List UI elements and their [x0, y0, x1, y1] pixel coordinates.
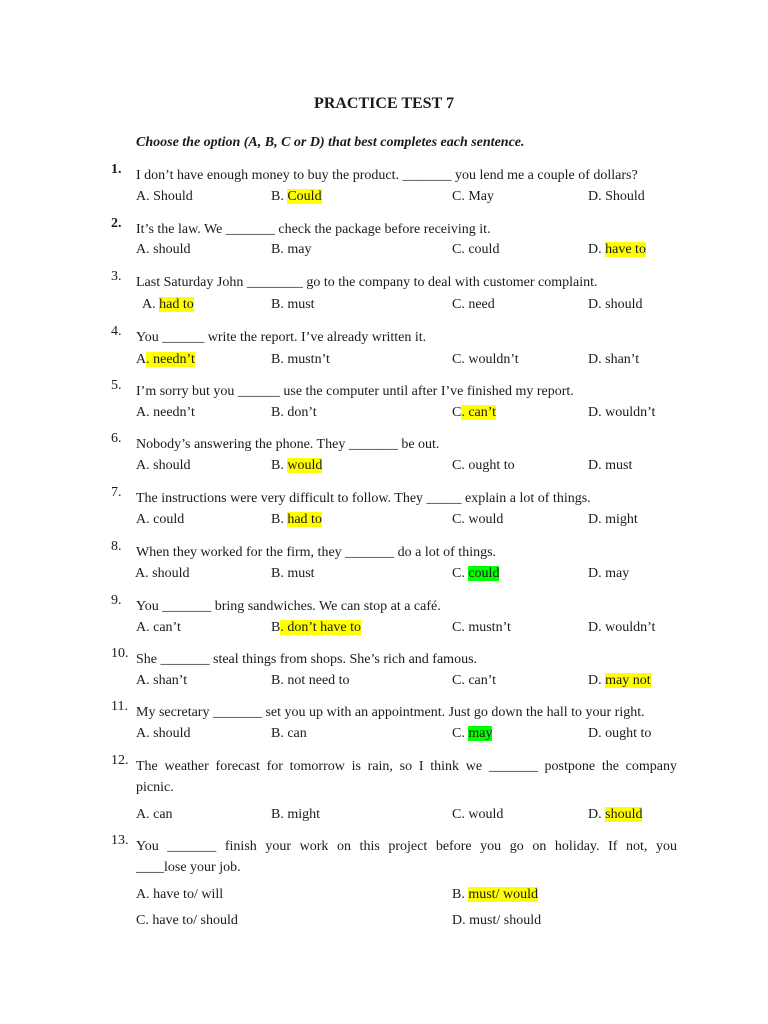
option-d[interactable]: D. wouldn’t [588, 620, 656, 635]
options-row [0, 887, 768, 907]
question-text: I’m sorry but you ______ use the computer until after I’ve finished my report. [136, 384, 574, 399]
option-a[interactable]: A. Should [136, 189, 193, 204]
answer-highlight: must/ would [468, 887, 538, 902]
answer-highlight: may [468, 726, 493, 741]
option-d[interactable]: D. must [588, 458, 633, 473]
answer-highlight: had to [159, 297, 194, 312]
option-a[interactable]: A. can’t [136, 620, 181, 635]
answer-highlight: . needn’t [146, 352, 195, 367]
answer-highlight: may not [605, 673, 651, 688]
option-b[interactable]: B. may [271, 242, 312, 257]
page-title: PRACTICE TEST 7 [314, 95, 454, 112]
question-number: 10. [111, 646, 129, 661]
option-c[interactable]: C. May [452, 189, 495, 204]
option-a[interactable]: A. shan’t [136, 673, 188, 688]
option-c[interactable]: C. would [452, 807, 504, 822]
question-number: 7. [111, 485, 122, 500]
option-b[interactable]: B. Could [271, 189, 322, 204]
option-d[interactable]: D. ought to [588, 726, 652, 741]
question-text: Nobody’s answering the phone. They _______ be out. [136, 437, 440, 452]
options-row [0, 242, 768, 262]
option-a[interactable]: A. had to [142, 297, 194, 312]
option-d[interactable]: D. have to [588, 242, 646, 257]
option-d[interactable]: D. might [588, 512, 638, 527]
option-c[interactable]: C. mustn’t [452, 620, 511, 635]
option-b[interactable]: B. not need to [271, 673, 350, 688]
option-c[interactable]: C. would [452, 512, 504, 527]
option-d[interactable]: D. shan’t [588, 352, 640, 367]
question-text: When they worked for the firm, they _______ do a lot of things. [136, 545, 497, 560]
question-number: 13. [111, 833, 129, 848]
option-b[interactable]: B. had to [271, 512, 322, 527]
option-b[interactable]: B. must [271, 566, 315, 581]
option-d[interactable]: D. may [588, 566, 630, 581]
option-d[interactable]: D. must/ should [452, 913, 542, 928]
question-number: 11. [111, 699, 128, 714]
question-number: 12. [111, 753, 129, 768]
option-a[interactable]: A. needn’t [136, 405, 195, 420]
option-d[interactable]: D. may not [588, 673, 651, 688]
question-text: My secretary _______ set you up with an appointment. Just go down the hall to your right. [136, 705, 645, 720]
question-text: You ______ write the report. I’ve already written it. [136, 330, 427, 345]
question-text-continued: picnic. [136, 780, 174, 795]
option-b[interactable]: B. don’t [271, 405, 317, 420]
answer-highlight: . can’t [461, 405, 497, 420]
options-row [0, 405, 768, 425]
question-text: You _______ finish your work on this project before you go on holiday. If not, you [136, 839, 677, 854]
question-text-continued: ____lose your job. [136, 860, 241, 875]
option-b[interactable]: B. don’t have to [271, 620, 361, 635]
answer-highlight: Could [287, 189, 322, 204]
answer-highlight: have to [605, 242, 646, 257]
option-a[interactable]: A. needn’t [136, 352, 195, 367]
option-b[interactable]: B. must [271, 297, 315, 312]
option-c[interactable]: C. may [452, 726, 493, 741]
answer-highlight: . don’t have to [280, 620, 361, 635]
answer-highlight: would [287, 458, 323, 473]
options-row [0, 189, 768, 209]
option-a[interactable]: A. should [136, 242, 191, 257]
question-text: She _______ steal things from shops. She’s rich and famous. [136, 652, 478, 667]
question-number: 3. [111, 269, 122, 284]
option-c[interactable]: C. ought to [452, 458, 515, 473]
instruction: Choose the option (A, B, C or D) that best completes each sentence. [136, 135, 525, 150]
question-number: 5. [111, 378, 122, 393]
option-b[interactable]: B. can [271, 726, 307, 741]
question-number: 4. [111, 324, 122, 339]
answer-highlight: should [605, 807, 643, 822]
option-d[interactable]: D. should [588, 807, 643, 822]
question-text: The instructions were very difficult to follow. They _____ explain a lot of things. [136, 491, 591, 506]
option-a[interactable]: A. can [136, 807, 173, 822]
options-row [0, 297, 768, 317]
option-d[interactable]: D. wouldn’t [588, 405, 656, 420]
question-number: 2. [111, 216, 122, 231]
option-a[interactable]: A. should [136, 458, 191, 473]
option-c[interactable]: C. could [452, 242, 500, 257]
options-row [0, 673, 768, 693]
option-b[interactable]: B. must/ would [452, 887, 538, 902]
answer-highlight: could [468, 566, 500, 581]
option-a[interactable]: A. should [135, 566, 190, 581]
option-c[interactable]: C. wouldn’t [452, 352, 519, 367]
option-d[interactable]: D. should [588, 297, 643, 312]
question-number: 1. [111, 162, 122, 177]
answer-highlight: had to [287, 512, 322, 527]
options-row [0, 726, 768, 746]
question-text: The weather forecast for tomorrow is rain, so I think we _______ postpone the company [136, 759, 677, 774]
options-row [0, 807, 768, 827]
option-c[interactable]: C. have to/ should [136, 913, 238, 928]
options-row [0, 913, 768, 933]
option-a[interactable]: A. should [136, 726, 191, 741]
options-row [0, 566, 768, 586]
options-row [0, 458, 768, 478]
option-b[interactable]: B. mustn’t [271, 352, 330, 367]
option-c[interactable]: C. can’t [452, 673, 497, 688]
question-number: 9. [111, 593, 122, 608]
question-text: Last Saturday John ________ go to the company to deal with customer complaint. [136, 275, 598, 290]
question-text: You _______ bring sandwiches. We can stop at a café. [136, 599, 441, 614]
options-row [0, 620, 768, 640]
option-a[interactable]: A. could [136, 512, 185, 527]
question-text: I don’t have enough money to buy the product. _______ you lend me a couple of dollars? [136, 168, 638, 183]
question-number: 6. [111, 431, 122, 446]
option-c[interactable]: C. need [452, 297, 495, 312]
options-row [0, 352, 768, 372]
option-c[interactable]: C. could [452, 566, 500, 581]
option-b[interactable]: B. would [271, 458, 323, 473]
options-row [0, 512, 768, 532]
question-number: 8. [111, 539, 122, 554]
option-b[interactable]: B. might [271, 807, 321, 822]
option-d[interactable]: D. Should [588, 189, 645, 204]
option-a[interactable]: A. have to/ will [136, 887, 224, 902]
option-c[interactable]: C. can’t [452, 405, 497, 420]
question-text: It’s the law. We _______ check the package before receiving it. [136, 222, 491, 237]
